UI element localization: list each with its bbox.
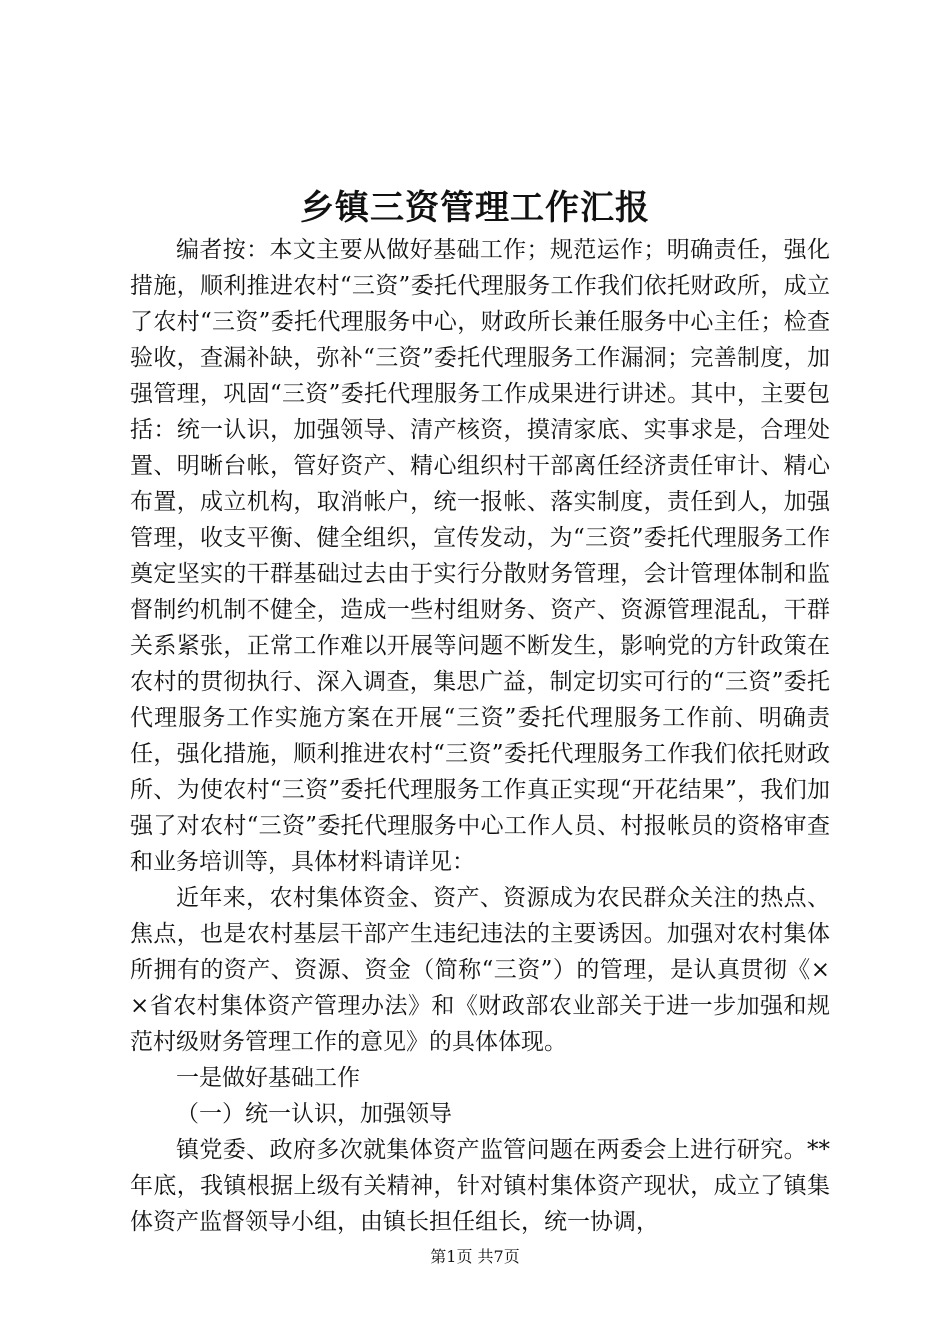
document-body <box>130 232 830 1240</box>
subsection-heading: （一）统一认识，加强领导 <box>176 1101 452 1127</box>
editor-note-paragraph: 编者按：本文主要从做好基础工作；规范运作；明确责任，强化措施，顺利推进农村“三资”委托代理服务工作我们依托财政所，成立了农村“三资”委托代理服务中心，财政所长兼任服务中心主任；检查验收，查漏补缺，弥补“三资”委托代理服务工作漏洞；完善制度，加强管理，巩固“三资”委托代理服务工作成果进行讲述。其中，主要包括：统一认识，加强领导、清产核资，摸清家底、实事求是，合理处置、明晰台帐，管好资产、精心组织村干部离任经济责任审计、精心布置，成立机构，取消帐户，统一报帐、落实制度，责任到人，加强管理，收支平衡、健全组织，宣传发动，为“三资”委托代理服务工作奠定坚实的干群基础过去由于实行分散财务管理，会计管理体制和监督制约机制不健全，造成一些村组财务、资产、资源管理混乱，干群关系紧张，正常工作难以开展等问题不断发生，影响党的方针政策在农村的贯彻执行、深入调查，集思广益，制定切实可行的“三资”委托代理服务工作实施方案在开展“三资”委托代理服务工作前、明确责任，强化措施，顺利推进农村“三资”委托代理服务工作我们依托财政所、为使农村“三资”委托代理服务工作真正实现“开花结果”，我们加强了对农村“三资”委托代理服务中心工作人员、村报帐员的资格审查和业务培训等，具体材料请详见： <box>130 237 830 875</box>
intro-paragraph: 近年来，农村集体资金、资产、资源成为农民群众关注的热点、焦点，也是农村基层干部产生违纪违法的主要诱因。加强对农村集体所拥有的资产、资源、资金（简称“三资”）的管理，是认真贯彻《××省农村集体资产管理办法》和《财政部农业部关于进一步加强和规范村级财务管理工作的意见》的具体体现。 <box>130 885 830 1055</box>
document-title: 乡镇三资管理工作汇报 <box>300 188 650 228</box>
page-footer: 第1页 共7页 <box>430 1247 520 1266</box>
section-heading: 一是做好基础工作 <box>176 1065 360 1091</box>
body-paragraph: 镇党委、政府多次就集体资产监管问题在两委会上进行研究。**年底，我镇根据上级有关精神，针对镇村集体资产现状，成立了镇集体资产监督领导小组，由镇长担任组长，统一协调， <box>130 1137 830 1235</box>
